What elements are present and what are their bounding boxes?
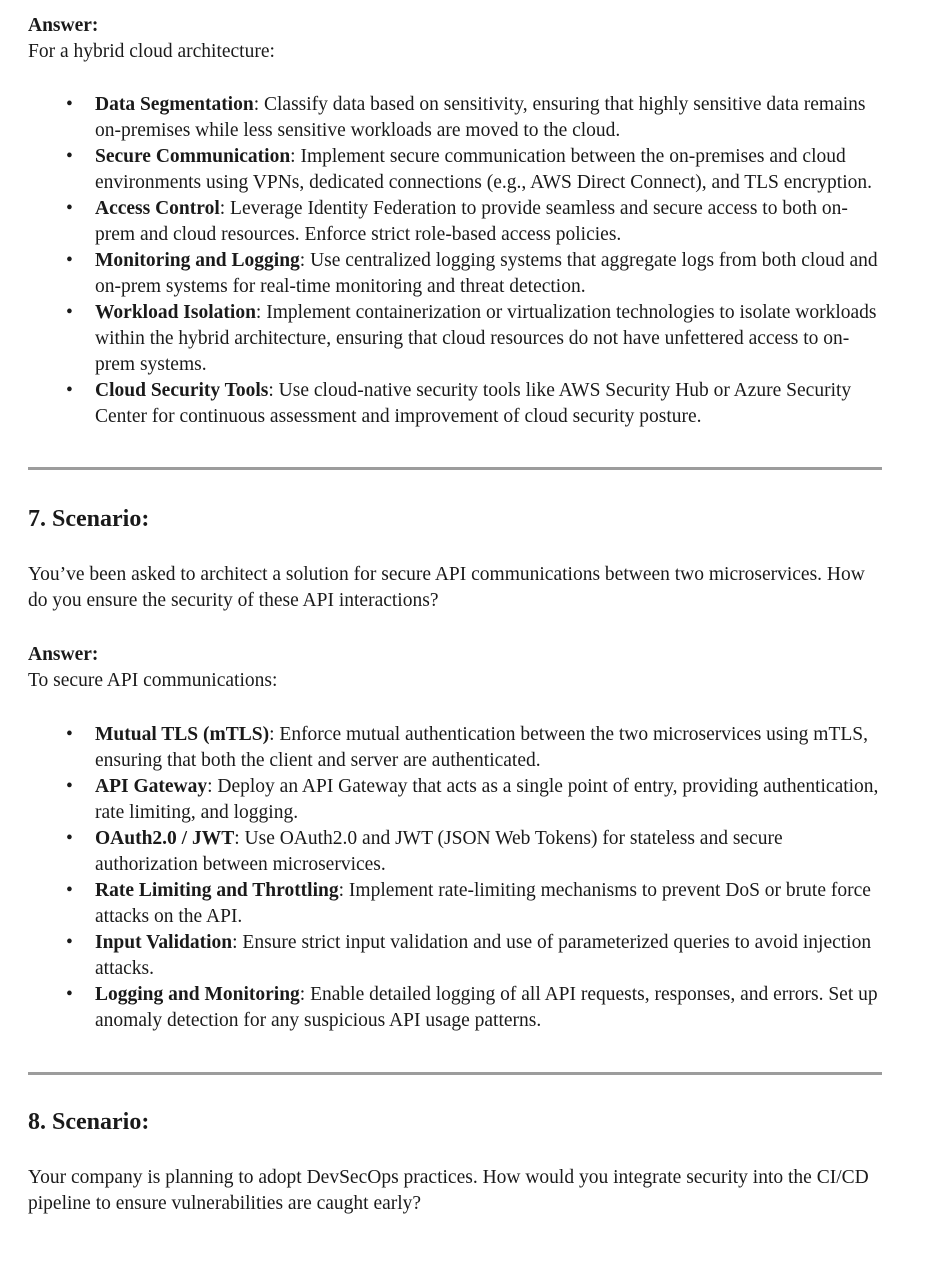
list-item-term: Cloud Security Tools (95, 380, 269, 401)
list-item-desc: : Implement secure communication between the on-premises and cloud environments using VPNs, dedicated connections (e.g., AWS Direct Connect), and TLS encryption. (95, 146, 873, 193)
list-item-desc: : Ensure strict input validation and use of parameterized queries to avoid injection attacks. (95, 932, 872, 979)
list-item-term: API Gateway (95, 776, 208, 797)
list-item-term: Data Segmentation (95, 94, 254, 115)
list-item-term: Monitoring and Logging (95, 250, 300, 271)
answer-block-hybrid (28, 13, 882, 65)
answer-label: Answer: (28, 15, 99, 36)
list-item (28, 982, 882, 1034)
list-item-desc: : Use OAuth2.0 and JWT (JSON Web Tokens) for stateless and secure authorization between microservices. (95, 828, 783, 875)
list-item-desc: : Classify data based on sensitivity, ensuring that highly sensitive data remains on-premises while less sensitive workloads are moved to the cloud. (95, 94, 866, 141)
section-7-question: You’ve been asked to architect a solution for secure API communications between two microservices. How do you ensure the security of these API interactions? (28, 564, 865, 611)
list-item-desc: : Use cloud-native security tools like AWS Security Hub or Azure Security Center for continuous assessment and improvement of cloud security posture. (95, 380, 852, 427)
list-item-desc: : Deploy an API Gateway that acts as a single point of entry, providing authentication, rate limiting, and logging. (95, 776, 879, 823)
list-item-term: OAuth2.0 / JWT (95, 828, 235, 849)
list-item (28, 92, 882, 144)
answer-label: Answer: (28, 644, 99, 665)
list-item-term: Rate Limiting and Throttling (95, 880, 339, 901)
list-item-term: Workload Isolation (95, 302, 256, 323)
list-item-term: Access Control (95, 198, 220, 219)
section-divider (28, 467, 882, 470)
answer-intro: For a hybrid cloud architecture: (28, 41, 275, 62)
list-item-desc: : Implement rate-limiting mechanisms to prevent DoS or brute force attacks on the API. (95, 880, 871, 927)
list-item-desc: : Implement containerization or virtualization technologies to isolate workloads within the hybrid architecture, ensuring that cloud resources do not have unfettered access to on-prem systems. (95, 302, 877, 375)
list-item (28, 930, 882, 982)
hybrid-cloud-list (28, 92, 882, 430)
list-item (28, 878, 882, 930)
list-item (28, 144, 882, 196)
list-item-desc: : Use centralized logging systems that aggregate logs from both cloud and on-prem systems for real-time monitoring and threat detection. (95, 250, 878, 297)
answer-intro: To secure API communications: (28, 670, 278, 691)
list-item-desc: : Enforce mutual authentication between the two microservices using mTLS, ensuring that both the client and server are authenticated. (95, 724, 869, 771)
section-divider (28, 1072, 882, 1075)
list-item (28, 722, 882, 774)
list-item-desc: : Enable detailed logging of all API requests, responses, and errors. Set up anomaly detection for any suspicious API usage patterns. (95, 984, 878, 1031)
list-item-term: Secure Communication (95, 146, 291, 167)
answer-block-api (28, 642, 882, 694)
list-item (28, 826, 882, 878)
section-8-heading: 8. Scenario: (28, 1109, 150, 1135)
section-8-question: Your company is planning to adopt DevSecOps practices. How would you integrate security into the CI/CD pipeline to ensure vulnerabilities are caught early? (28, 1167, 869, 1214)
section-7-heading: 7. Scenario: (28, 506, 150, 532)
list-item (28, 774, 882, 826)
list-item (28, 378, 882, 430)
list-item (28, 196, 882, 248)
list-item (28, 248, 882, 300)
list-item (28, 300, 882, 378)
list-item-term: Mutual TLS (mTLS) (95, 724, 270, 745)
list-item-term: Input Validation (95, 932, 233, 953)
list-item-term: Logging and Monitoring (95, 984, 300, 1005)
list-item-desc: : Leverage Identity Federation to provide seamless and secure access to both on-prem and cloud resources. Enforce strict role-based access policies. (95, 198, 848, 245)
api-security-list (28, 722, 882, 1034)
